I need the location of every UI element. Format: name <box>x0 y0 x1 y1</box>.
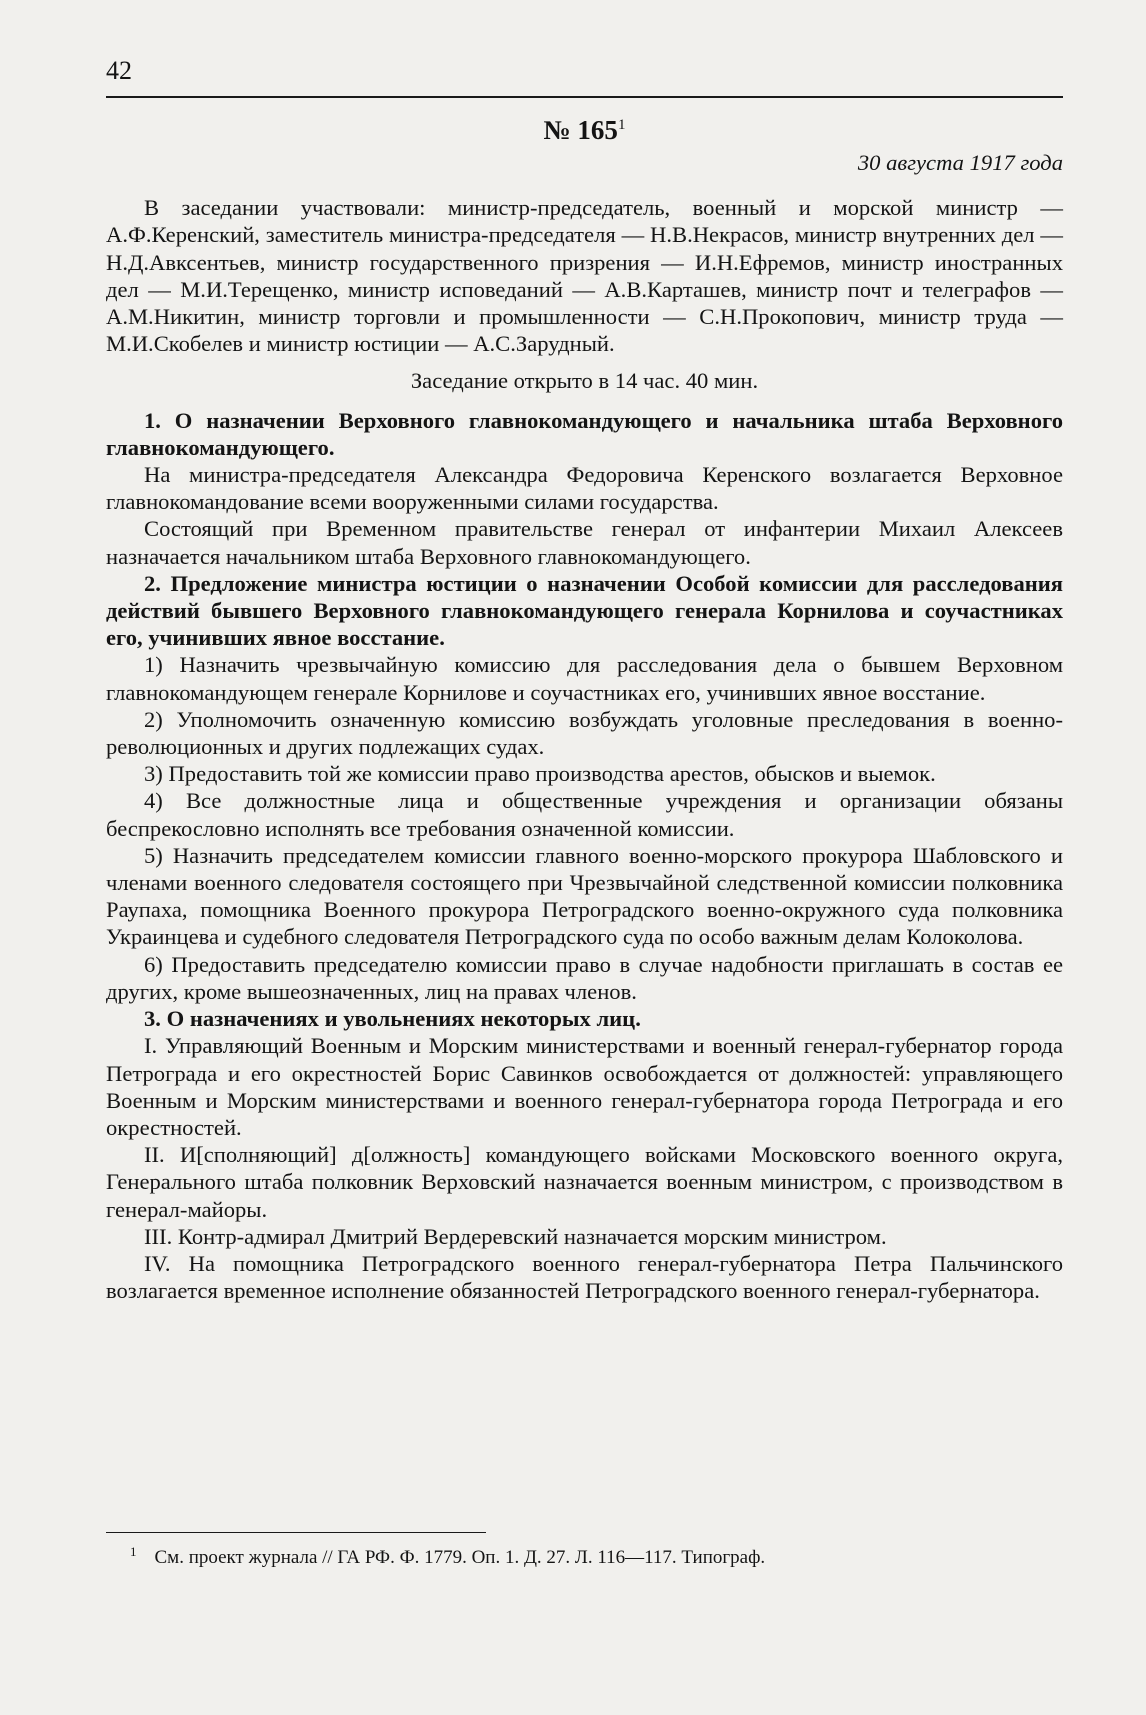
document-date: 30 августа 1917 года <box>857 150 1063 175</box>
list-item: III. Контр-адмирал Дмитрий Вердеревский назначается морским министром. <box>144 1223 887 1249</box>
list-item: IV. На помощника Петроградского военного генерал-губернатора Петра Пальчинского возлагается временное исполнение обязанностей Петроградского военного генерал-губернатора. <box>106 1250 1063 1304</box>
footnote <box>130 1543 1060 1570</box>
list-item: 5) Назначить председателем комиссии главного военно-морского прокурора Шабловского и членами военного следователя состоящего при Чрезвычайной следственной комиссии полковника Раупаха, помощника Военного прокурора Петроградского военно-окружного суда полковника Украинцева и судебного следователя Петроградского суда по особо важным делам Колоколова. <box>106 842 1063 950</box>
list-item: 6) Предоставить председателю комиссии право в случае надобности приглашать в состав ее других, кроме вышеозначенных, лиц на правах членов. <box>106 951 1063 1004</box>
section-heading-3: 3. О назначениях и увольнениях некоторых лиц. <box>144 1006 641 1032</box>
document-number <box>106 113 1063 147</box>
footnote-text: См. проект журнала // ГА РФ. Ф. 1779. Оп. 1. Д. 27. Л. 116—117. Типограф. <box>154 1547 766 1568</box>
footnote-mark: 1 <box>130 1543 137 1559</box>
header-rule <box>106 96 1063 98</box>
list-item: I. Управляющий Военным и Морским министерствами и военный генерал-губернатор города Петрограда и его окрестностей Борис Савинков освобождается от должностей: управляющего Военным и Морским министерствами и военного генерал-губернатора города Петрограда и его окрестностей. <box>106 1033 1063 1140</box>
section-heading-2: 2. Предложение министра юстиции о назначении Особой комиссии для расследования действий бывшего Верховного главнокомандующего генерала Корнилова и соучастниках его, учинивших явное восстание. <box>106 570 1063 651</box>
paragraph: На министра-председателя Александра Федоровича Керенского возлагается Верховное главнокомандование всеми вооруженными силами государства. <box>106 462 1063 515</box>
list-item: 4) Все должностные лица и общественные учреждения и организации обязаны беспрекословно исполнять все требования означенной комиссии. <box>106 788 1063 841</box>
session-opened-note: Заседание открыто в 14 час. 40 мин. <box>410 368 759 394</box>
footnote-reference[interactable]: 1 <box>617 117 626 133</box>
list-item: II. И[сполняющий] д[олжность] командующего войсками Московского военного округа, Генерального штаба полковник Верховский назначается военным министром, с производством в генерал-майоры. <box>106 1142 1063 1222</box>
section-heading-1: 1. О назначении Верховного главнокомандующего и начальника штаба Верховного главнокомандующего. <box>106 407 1063 460</box>
footnote-rule <box>106 1532 486 1533</box>
list-item: 3) Предоставить той же комиссии право производства арестов, обысков и выемок. <box>144 761 936 787</box>
list-item: 1) Назначить чрезвычайную комиссию для расследования дела о бывшем Верховном главнокомандующем генерале Корнилове и соучастниках его, учинивших явное восстание. <box>106 652 1063 705</box>
attendees-paragraph: В заседании участвовали: министр-председатель, военный и морской министр — А.Ф.Керенский, заместитель министра-председателя — Н.В.Некрасов, министр внутренних дел — Н.Д.Авксентьев, министр государственного призрения — И.Н.Ефремов, министр иностранных дел — М.И.Терещенко, министр исповеданий — А.В.Карташев, министр почт и телеграфов — А.М.Никитин, министр торговли и промышленности — С.Н.Прокопович, министр труда — М.И.Скобелев и министр юстиции — А.С.Зарудный. <box>106 195 1063 357</box>
list-item: 2) Уполномочить означенную комиссию возбуждать уголовные преследования в военно-революционных и других подлежащих судах. <box>106 706 1063 760</box>
document-body <box>106 113 1063 1304</box>
paragraph: Состоящий при Временном правительстве генерал от инфантерии Михаил Алексеев назначается начальником штаба Верховного главнокомандующего. <box>106 516 1063 569</box>
page-number: 42 <box>106 56 132 85</box>
document-number-text: № 165 <box>543 115 618 145</box>
